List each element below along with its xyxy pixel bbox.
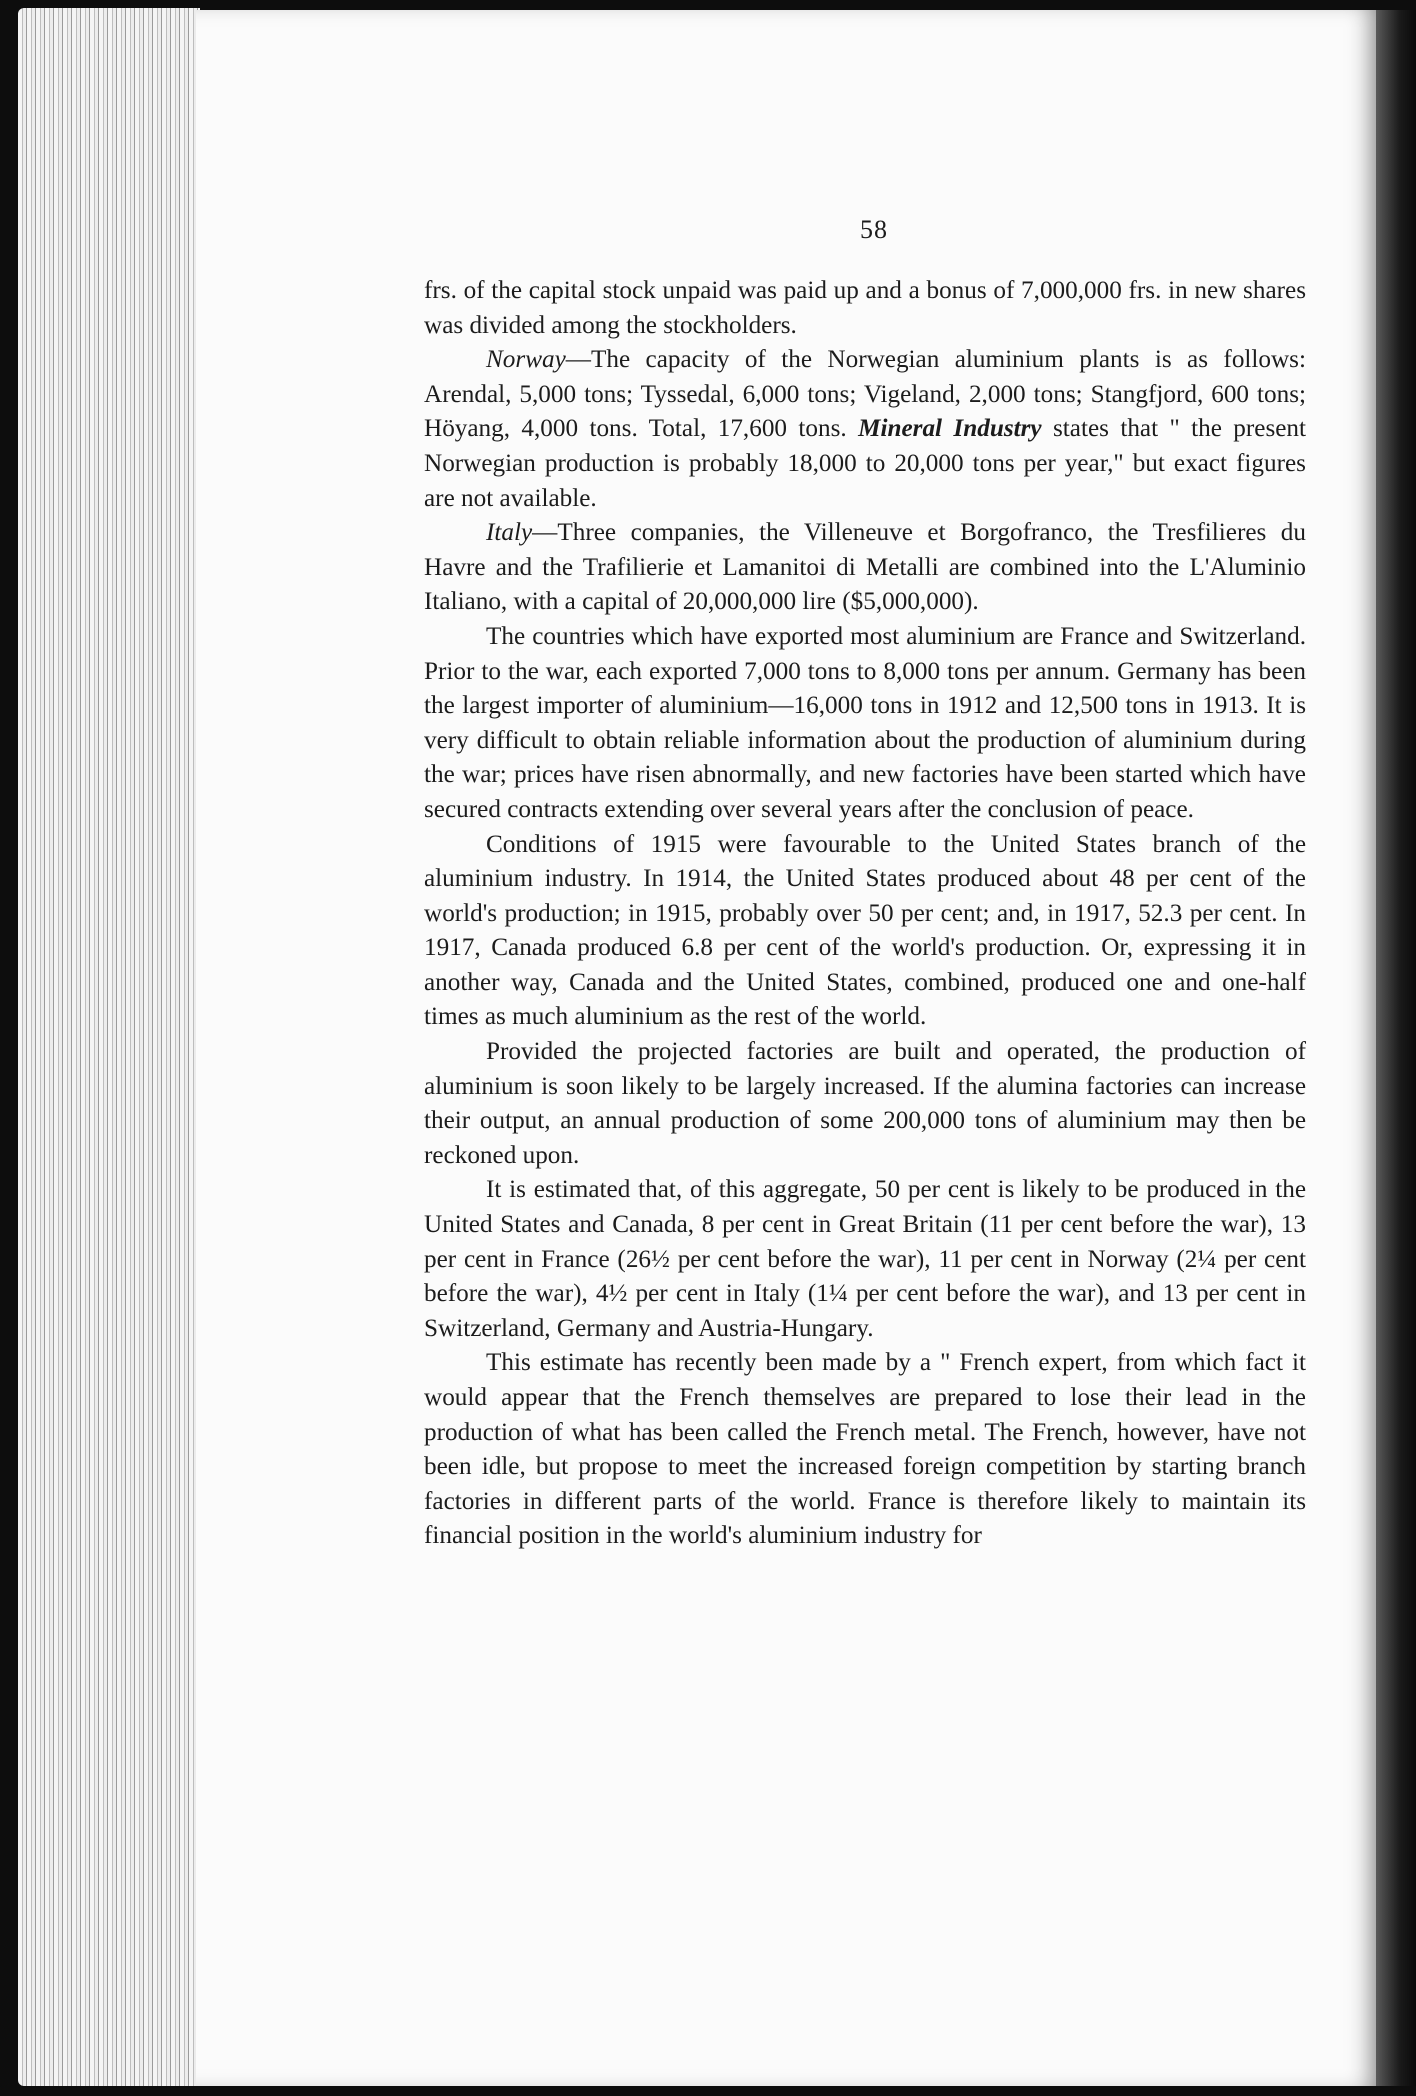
estimate-text: It is estimated that, of this aggregate, 50 per cent is likely to be produced in the United States and Canada, 8 per cent in Great Britain (11 per cent before the war), 13 per cent in France (26½ per cent before the war), 11 per cent in Norway (2¼ per cent before the war), 4½ per cent in Italy (1¼ per cent before the war), and 13 per cent in Switzerland, Germany and Austria-Hungary. [424, 1176, 1306, 1342]
paragraph-exports [424, 620, 1306, 828]
french-expert-text: This estimate has recently been made by a " French expert, from which fact it would appear that the French themselves are prepared to lose their lead in the production of what has been called the French metal. The French, however, have not been idle, but propose to meet the increased foreign competition by starting branch factories in different parts of the world. France is therefore likely to maintain its financial position in the world's aluminium industry for [424, 1349, 1306, 1550]
norway-heading: Norway [486, 346, 566, 374]
page-number: 58 [860, 215, 888, 244]
exports-text: The countries which have exported most aluminium are France and Switzerland. Prior to the war, each exported 7,000 tons to 8,000 tons per annum. Germany has been the largest importer of aluminium—16,000 tons in 1912 and 12,500 tons in 1913. It is very difficult to obtain reliable information about the production of aluminium during the war; prices have risen abnormally, and new factories have been started which have secured contracts extending over several years after the conclusion of peace. [424, 622, 1306, 823]
paragraph-1-text: frs. of the capital stock unpaid was paid up and a bonus of 7,000,000 frs. in new shares was divided among the stockholders. [424, 277, 1306, 339]
mineral-industry-title: Mineral Industry [858, 415, 1042, 443]
paragraph-1 [424, 274, 1306, 343]
paragraph-estimate [424, 1173, 1306, 1346]
norway-text: —The capacity of the Norwegian aluminium plants is as follows: Arendal, 5,000 tons; Tyssedal, 6,000 tons; Vigeland, 2,000 tons; Stangfjord, 600 tons; Höyang, 4,000 tons. Total, 17,600 tons. [424, 346, 1306, 443]
paragraph-norway [424, 343, 1306, 516]
paragraph-conditions-1915 [424, 828, 1306, 1036]
paragraph-projected-factories [424, 1035, 1306, 1173]
conditions-text: Conditions of 1915 were favourable to the United States branch of the aluminium industry. In 1914, the United States produced about 48 per cent of the world's production; in 1915, probably over 50 per cent; and, in 1917, 52.3 per cent. In 1917, Canada produced 6.8 per cent of the world's production. Or, expressing it in another way, Canada and the United States, combined, produced one and one-half times as much aluminium as the rest of the world. [424, 830, 1306, 1031]
italy-text: —Three companies, the Villeneuve et Borgofranco, the Tresfilieres du Havre and the Trafilierie et Lamanitoi di Metalli are combined into the L'Aluminio Italiano, with a capital of 20,000,000 lire ($5,000,000). [424, 519, 1306, 616]
paragraph-french-expert [424, 1346, 1306, 1554]
norway-text-continued: states that " the present Norwegian production is probably 18,000 to 20,000 tons per year," but exact figures are not available. [424, 415, 1307, 512]
italy-heading: Italy [486, 519, 533, 547]
body-text [424, 274, 1306, 1554]
page-stack-edges [18, 8, 200, 2086]
binding-shadow [1376, 10, 1416, 2086]
projected-factories-text: Provided the projected factories are built and operated, the production of aluminium is soon likely to be largely increased. If the alumina factories can increase their output, an annual production of some 200,000 tons of aluminium may then be reckoned upon. [424, 1038, 1306, 1169]
paragraph-italy [424, 516, 1306, 620]
